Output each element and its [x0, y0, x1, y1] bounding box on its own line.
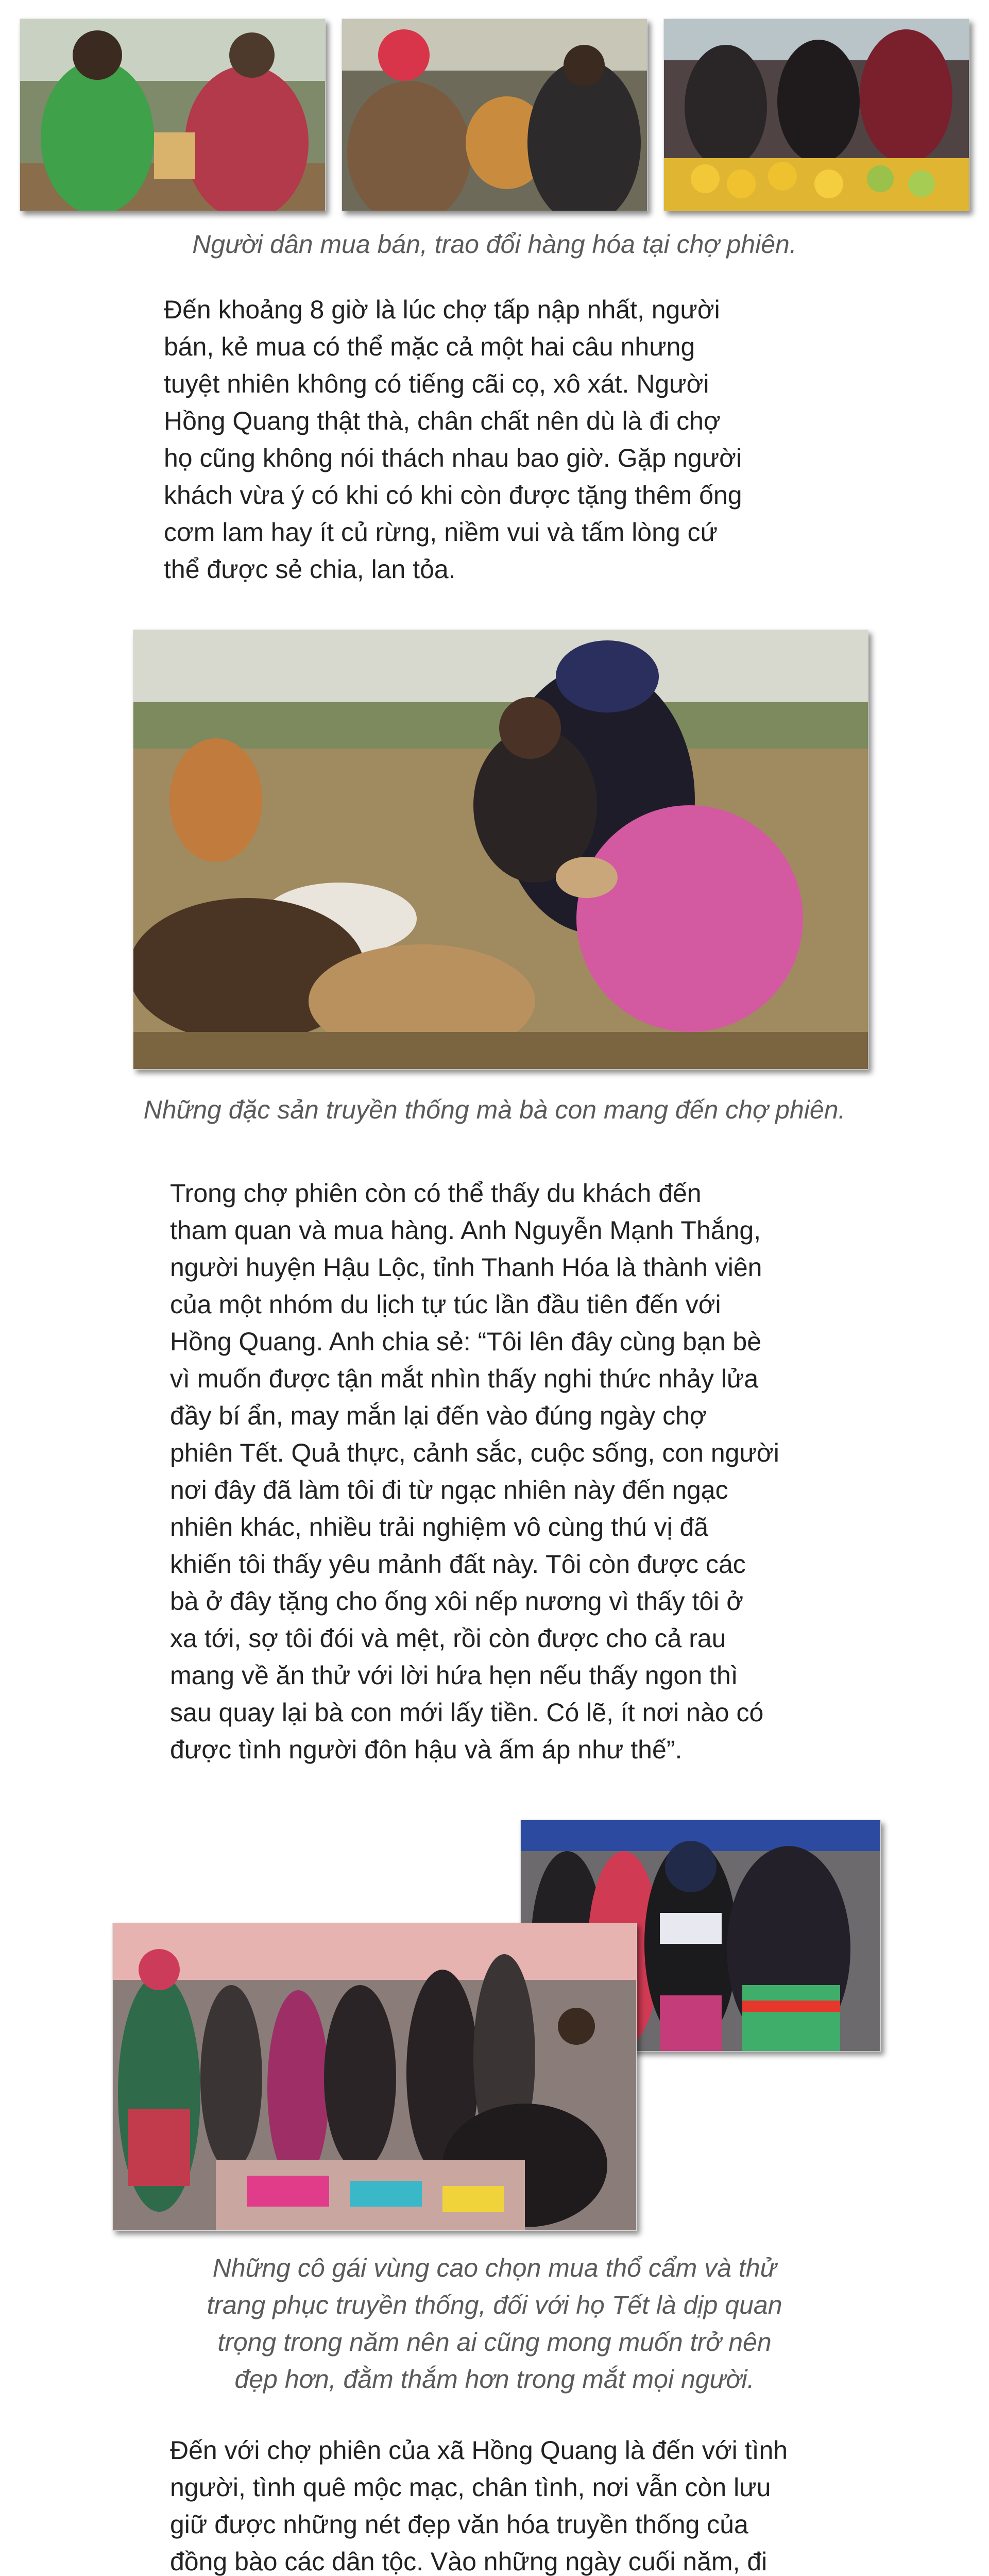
- caption-line: trang phục truyền thống, đối với họ Tết là dịp quan: [207, 2291, 782, 2319]
- paragraph-line: đầy bí ẩn, may mắn lại đến vào đúng ngày chợ: [170, 1401, 707, 1430]
- paragraph-line: nơi đây đã làm tôi đi từ ngạc nhiên này đến ngạc: [170, 1476, 728, 1504]
- paragraph-line: người, tình quê mộc mạc, chân tình, nơi vẫn còn lưu: [170, 2473, 771, 2502]
- paragraph-line: người huyện Hậu Lộc, tỉnh Thanh Hóa là thành viên: [170, 1253, 762, 1282]
- paragraph-2: [170, 1175, 779, 1768]
- photo-market-trade-2: [342, 19, 647, 211]
- paragraph-line: thể được sẻ chia, lan tỏa.: [164, 555, 456, 584]
- paragraph-line: xa tới, sợ tôi đói và mệt, rồi còn được cho cả rau: [170, 1624, 726, 1653]
- paragraph-1: [164, 291, 742, 588]
- paragraph-line: nhiên khác, nhiều trải nghiệm vô cùng thú vị đã: [170, 1513, 709, 1541]
- paragraph-line: bà ở đây tặng cho ống xôi nếp nương vì thấy tôi ở: [170, 1587, 744, 1616]
- paragraph-line: phiên Tết. Quả thực, cảnh sắc, cuộc sống, con người: [170, 1438, 779, 1467]
- paragraph-line: đồng bào các dân tộc. Vào những ngày cuối năm, đi: [170, 2547, 768, 2576]
- paragraph-line: tham quan và mua hàng. Anh Nguyễn Mạnh Thắng,: [170, 1216, 761, 1245]
- paragraph-line: họ cũng không nói thách nhau bao giờ. Gặp người: [164, 444, 742, 472]
- caption-specialties: Những đặc sản truyền thống mà bà con mang đến chợ phiên.: [143, 1095, 846, 1124]
- paragraph-line: Đến khoảng 8 giờ là lúc chợ tấp nập nhất, người: [164, 295, 720, 324]
- caption-girls: [0, 2249, 989, 2398]
- caption-market-trade: Người dân mua bán, trao đổi hàng hóa tại chợ phiên.: [192, 230, 797, 259]
- paragraph-line: Hồng Quang thật thà, chân chất nên dù là đi chợ: [164, 406, 721, 435]
- photo-brocade-shopping: [112, 1923, 637, 2231]
- paragraph-line: Hồng Quang. Anh chia sẻ: “Tôi lên đây cùng bạn bè: [170, 1327, 761, 1356]
- paragraph-3: [170, 2432, 788, 2576]
- paragraph-line: được tình người đôn hậu và ấm áp như thế”.: [170, 1735, 683, 1764]
- caption-line: Những cô gái vùng cao chọn mua thổ cẩm và thử: [212, 2253, 777, 2282]
- paragraph-line: giữ được những nét đẹp văn hóa truyền thống của: [170, 2510, 748, 2539]
- paragraph-line: mang về ăn thử với lời hứa hẹn nếu thấy ngon thì: [170, 1661, 738, 1690]
- paragraph-line: Trong chợ phiên còn có thể thấy du khách đến: [170, 1179, 702, 1208]
- paragraph-line: khiến tôi thấy yêu mảnh đất này. Tôi còn được các: [170, 1550, 746, 1579]
- paragraph-line: sau quay lại bà con mới lấy tiền. Có lẽ, ít nơi nào có: [170, 1698, 764, 1727]
- paragraph-line: của một nhóm du lịch tự túc lần đầu tiên đến với: [170, 1290, 721, 1319]
- caption-line: trọng trong năm nên ai cũng mong muốn trở nên: [217, 2328, 772, 2357]
- caption-line: đẹp hơn, đằm thắm hơn trong mắt mọi người.: [234, 2365, 755, 2394]
- paragraph-line: cơm lam hay ít củ rừng, niềm vui và tấm lòng cứ: [164, 518, 718, 547]
- paragraph-line: Đến với chợ phiên của xã Hồng Quang là đến với tình: [170, 2436, 788, 2465]
- paragraph-line: khách vừa ý có khi có khi còn được tặng thêm ống: [164, 481, 742, 510]
- photo-specialties: [133, 630, 868, 1070]
- photo-market-trade-1: [20, 19, 326, 211]
- paragraph-line: vì muốn được tận mắt nhìn thấy nghi thức nhảy lửa: [170, 1364, 759, 1393]
- paragraph-line: bán, kẻ mua có thể mặc cả một hai câu nhưng: [164, 332, 695, 361]
- photo-market-trade-3: [663, 19, 969, 211]
- paragraph-line: tuyệt nhiên không có tiếng cãi cọ, xô xát. Người: [164, 369, 709, 398]
